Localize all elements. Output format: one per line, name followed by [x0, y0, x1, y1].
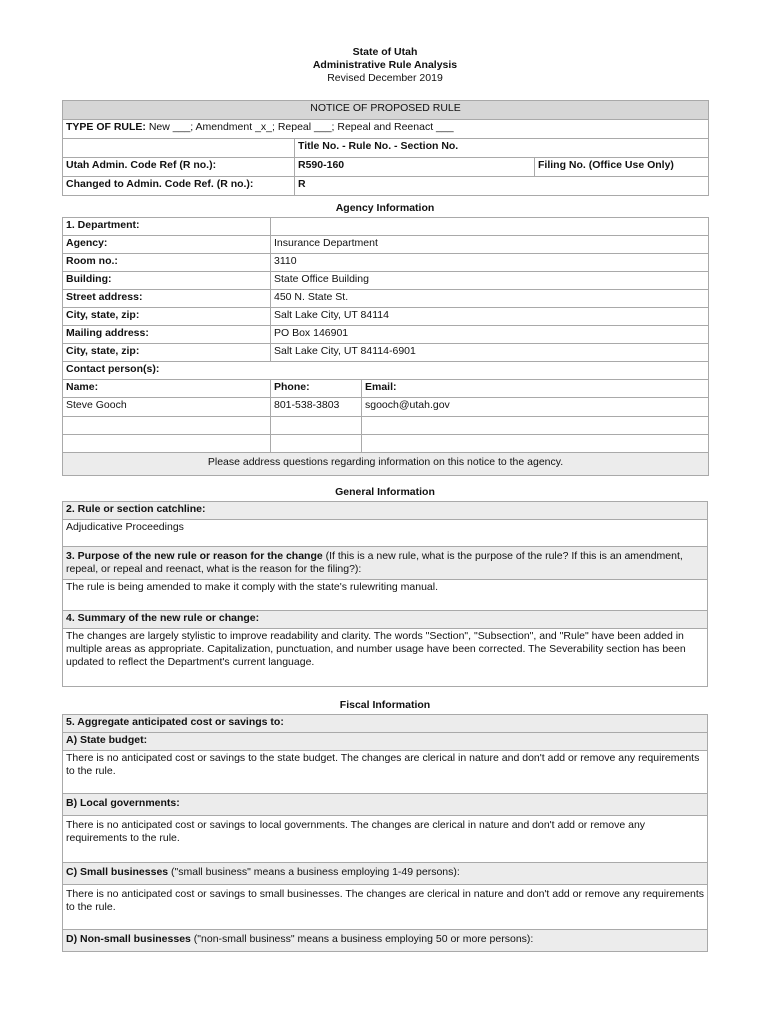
mailing-address-value: PO Box 146901 — [271, 326, 709, 344]
local-governments-value: There is no anticipated cost or savings to local governments. The changes are clerical in nature and don't add or remove any requirements to the rule. — [63, 816, 708, 863]
filing-number-label: Filing No. (Office Use Only) — [535, 158, 709, 177]
changed-code-ref-label: Changed to Admin. Code Ref. (R no.): — [63, 177, 295, 196]
contact-email: sgooch@utah.gov — [362, 398, 709, 417]
contact-persons-label: Contact person(s): — [63, 362, 709, 380]
agency-note: Please address questions regarding information on this notice to the agency. — [63, 453, 709, 476]
room-label: Room no.: — [63, 254, 271, 272]
mailing-city-state-zip-value: Salt Lake City, UT 84114-6901 — [271, 344, 709, 362]
changed-code-ref-value: R — [295, 177, 709, 196]
contact-email-empty — [362, 417, 709, 435]
contact-name-header: Name: — [63, 380, 271, 398]
contact-email-empty — [362, 435, 709, 453]
type-of-rule-options: New ___; Amendment _x_; Repeal ___; Repeal and Reenact ___ — [148, 121, 454, 133]
mailing-city-state-zip-label: City, state, zip: — [63, 344, 271, 362]
building-value: State Office Building — [271, 272, 709, 290]
summary-label: 4. Summary of the new rule or change: — [63, 611, 708, 629]
notice-banner: NOTICE OF PROPOSED RULE — [63, 101, 709, 120]
local-governments-label: B) Local governments: — [63, 794, 708, 816]
contact-name: Steve Gooch — [63, 398, 271, 417]
general-info-title: General Information — [335, 486, 435, 498]
contact-name-empty — [63, 417, 271, 435]
general-info-table — [62, 501, 708, 687]
type-of-rule-row — [63, 120, 709, 139]
form-page — [62, 0, 708, 952]
agency-info-title: Agency Information — [335, 202, 435, 214]
street-address-label: Street address: — [63, 290, 271, 308]
revision-date: Revised December 2019 — [327, 72, 443, 84]
type-of-rule-label: TYPE OF RULE: — [66, 121, 146, 133]
contact-phone-empty — [271, 435, 362, 453]
purpose-value: The rule is being amended to make it comply with the state's rulewriting manual. — [63, 580, 708, 611]
street-address-value: 450 N. State St. — [271, 290, 709, 308]
notice-table — [62, 100, 709, 196]
state-budget-label: A) State budget: — [63, 733, 708, 751]
fiscal-info-title: Fiscal Information — [339, 699, 431, 711]
small-businesses-hint: ("small business" means a business employing 1-49 persons): — [168, 866, 460, 878]
purpose-label-cell — [63, 547, 708, 580]
small-businesses-value: There is no anticipated cost or savings to small businesses. The changes are clerical in nature and don't add or remove any requirements to the rule. — [63, 885, 708, 930]
contact-name-empty — [63, 435, 271, 453]
contact-phone-empty — [271, 417, 362, 435]
summary-value: The changes are largely stylistic to improve readability and clarity. The words "Section", "Subsection", and "Rule" have been added in multiple areas as appropriate. Capitalization, punctuation, and number usage have been corrected. The Severability section has been updated to reflect the Department's current language. — [63, 629, 708, 687]
non-small-businesses-label: D) Non-small businesses — [66, 933, 191, 945]
contact-phone: 801-538-3803 — [271, 398, 362, 417]
non-small-businesses-label-cell — [63, 930, 708, 952]
aggregate-label: 5. Aggregate anticipated cost or savings to: — [63, 715, 708, 733]
small-businesses-label-cell — [63, 863, 708, 885]
department-label: 1. Department: — [63, 218, 271, 236]
catchline-label: 2. Rule or section catchline: — [63, 502, 708, 520]
agency-label: Agency: — [63, 236, 271, 254]
room-value: 3110 — [271, 254, 709, 272]
mailing-address-label: Mailing address: — [63, 326, 271, 344]
department-value — [271, 218, 709, 236]
contact-email-header: Email: — [362, 380, 709, 398]
title-rule-section-header: Title No. - Rule No. - Section No. — [295, 139, 709, 158]
document-header — [62, 46, 708, 85]
non-small-businesses-hint: ("non-small business" means a business employing 50 or more persons): — [190, 933, 534, 945]
code-ref-value: R590-160 — [295, 158, 535, 177]
contact-phone-header: Phone: — [271, 380, 362, 398]
purpose-label: 3. Purpose of the new rule or reason for the change — [66, 550, 323, 562]
city-state-zip-label: City, state, zip: — [63, 308, 271, 326]
agency-value: Insurance Department — [271, 236, 709, 254]
document-title: Administrative Rule Analysis — [312, 59, 458, 71]
catchline-value: Adjudicative Proceedings — [63, 520, 708, 547]
state-budget-value: There is no anticipated cost or savings to the state budget. The changes are clerical in nature and don't add or remove any requirements to the rule. — [63, 751, 708, 794]
empty-cell — [63, 139, 295, 158]
building-label: Building: — [63, 272, 271, 290]
fiscal-info-table — [62, 714, 708, 952]
code-ref-label: Utah Admin. Code Ref (R no.): — [63, 158, 295, 177]
city-state-zip-value: Salt Lake City, UT 84114 — [271, 308, 709, 326]
small-businesses-label: C) Small businesses — [66, 866, 169, 878]
state-title: State of Utah — [352, 46, 418, 58]
purpose-hint: (If this is a new rule, what is the purpose of the rule? If this is an amendment, repeal, or repeal and reenact, what is the reason for the filing?): — [66, 550, 683, 575]
agency-table — [62, 217, 709, 476]
